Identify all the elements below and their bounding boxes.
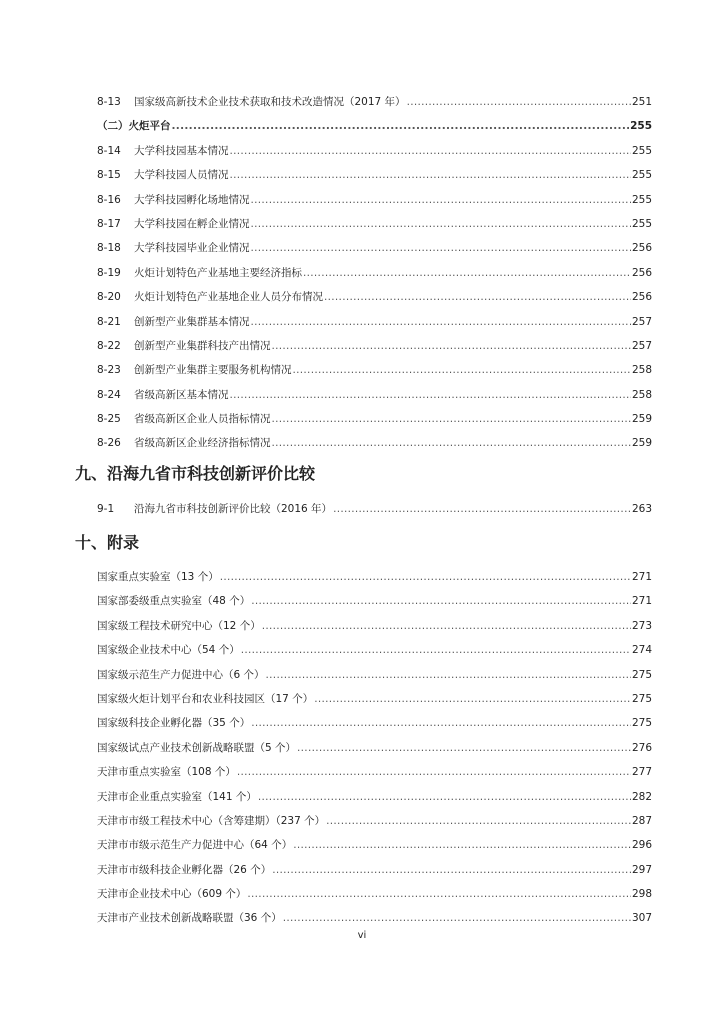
entry-title: 天津市企业重点实验室（141 个） [97, 790, 257, 803]
entry-number: 8-18 [97, 242, 121, 255]
toc-entry[interactable] [97, 261, 652, 285]
entry-title: 国家级示范生产力促进中心（6 个） [97, 668, 265, 681]
entry-page: 258 [631, 388, 652, 401]
entry-page: 255 [630, 120, 652, 133]
entry-title: 国家部委级重点实验室（48 个） [97, 595, 251, 608]
dot-leader [241, 638, 631, 662]
toc-entry[interactable] [97, 785, 652, 809]
entry-page: 298 [631, 888, 652, 901]
entry-title: 国家级企业技术中心（54 个） [97, 644, 240, 657]
toc-entry[interactable] [97, 285, 652, 309]
entry-page: 263 [631, 503, 652, 515]
entry-number: 8-16 [97, 193, 121, 206]
toc-entry[interactable] [97, 163, 652, 187]
entry-number: 8-25 [97, 413, 121, 426]
entry-title: （二）火炬平台 [97, 120, 171, 133]
dot-leader [303, 261, 631, 285]
toc-entry[interactable] [97, 809, 652, 833]
dot-leader [272, 334, 631, 358]
entry-page: 256 [631, 291, 652, 304]
entry-title: 天津市企业技术中心（609 个） [97, 888, 247, 901]
entry-title: 国家级工程技术研究中心（12 个） [97, 619, 261, 632]
entry-title: 创新型产业集群基本情况 [134, 315, 250, 328]
toc-entry[interactable] [97, 383, 652, 407]
toc-entry[interactable] [97, 431, 652, 455]
toc-section-10 [97, 565, 652, 931]
entry-page: 251 [631, 96, 652, 108]
dot-leader [297, 736, 631, 760]
section-heading: 十、附录 [75, 533, 140, 552]
entry-page: 256 [631, 242, 652, 255]
dot-leader [283, 906, 631, 930]
entry-page: 275 [631, 717, 652, 730]
entry-title: 天津市市级工程技术中心（含筹建期）（237 个） [97, 814, 326, 827]
toc-section-8 [97, 90, 652, 456]
entry-title: 大学科技园人员情况 [134, 169, 229, 182]
entry-page: 257 [631, 315, 652, 328]
dot-leader [258, 785, 631, 809]
dot-leader [272, 431, 631, 455]
toc-entry[interactable] [97, 90, 652, 114]
dot-leader [230, 139, 631, 163]
dot-leader [230, 383, 631, 407]
entry-title: 国家级试点产业技术创新战略联盟（5 个） [97, 741, 297, 754]
dot-leader [293, 833, 631, 857]
entry-title: 国家级高新技术企业技术获取和技术改造情况（2017 年） [134, 96, 406, 108]
dot-leader [251, 188, 631, 212]
entry-page: 274 [631, 644, 652, 657]
entry-page: 256 [631, 266, 652, 279]
toc-entry[interactable] [97, 638, 652, 662]
toc-entry[interactable] [97, 310, 652, 334]
toc-entry[interactable] [97, 334, 652, 358]
entry-title: 国家重点实验室（13 个） [97, 571, 219, 583]
entry-title: 大学科技园孵化场地情况 [134, 193, 250, 206]
entry-page: 307 [631, 912, 652, 925]
entry-title: 火炬计划特色产业基地主要经济指标 [134, 266, 302, 279]
entry-title: 大学科技园基本情况 [134, 144, 229, 157]
dot-leader [272, 858, 631, 882]
entry-number: 8-15 [97, 169, 121, 182]
dot-leader [251, 236, 631, 260]
toc-heading-9 [75, 457, 652, 491]
toc-entry[interactable] [97, 858, 652, 882]
entry-title: 大学科技园毕业企业情况 [134, 242, 250, 255]
toc-entry[interactable] [97, 589, 652, 613]
dot-leader [251, 589, 631, 613]
dot-leader [247, 882, 631, 906]
dot-leader [172, 114, 630, 138]
entry-title: 省级高新区基本情况 [134, 388, 229, 401]
dot-leader [407, 90, 631, 114]
entry-number: 8-19 [97, 266, 121, 279]
entry-page: 271 [631, 571, 652, 583]
toc-entry[interactable] [97, 882, 652, 906]
toc-entry[interactable] [97, 614, 652, 638]
toc-entry[interactable] [97, 497, 652, 521]
toc-entry[interactable] [97, 565, 652, 589]
entry-page: 259 [631, 413, 652, 426]
dot-leader [262, 614, 631, 638]
dot-leader [220, 565, 631, 589]
entry-title: 省级高新区企业人员指标情况 [134, 413, 271, 426]
entry-number: 8-13 [97, 96, 121, 108]
entry-title: 天津市重点实验室（108 个） [97, 766, 236, 779]
entry-page: 287 [631, 814, 652, 827]
entry-title: 创新型产业集群主要服务机构情况 [134, 364, 292, 377]
toc-entry[interactable] [97, 663, 652, 687]
toc-entry[interactable] [97, 188, 652, 212]
entry-number: 9-1 [97, 503, 115, 515]
entry-title: 天津市产业技术创新战略联盟（36 个） [97, 912, 282, 925]
toc-entry[interactable] [97, 711, 652, 735]
toc-heading-10 [75, 526, 652, 560]
entry-number: 8-26 [97, 437, 121, 450]
entry-number: 8-22 [97, 339, 121, 352]
entry-title: 创新型产业集群科技产出情况 [134, 339, 271, 352]
toc-entry[interactable] [97, 139, 652, 163]
entry-number: 8-14 [97, 144, 121, 157]
entry-title: 天津市市级科技企业孵化器（26 个） [97, 863, 272, 876]
entry-page: 255 [631, 169, 652, 182]
entry-number: 8-20 [97, 291, 121, 304]
entry-page: 255 [631, 217, 652, 230]
dot-leader [293, 358, 631, 382]
entry-title: 天津市市级示范生产力促进中心（64 个） [97, 839, 293, 852]
entry-title: 大学科技园在孵企业情况 [134, 217, 250, 230]
toc-entry[interactable] [97, 906, 652, 930]
entry-page: 276 [631, 741, 652, 754]
entry-page: 282 [631, 790, 652, 803]
page-number: vi [357, 930, 367, 941]
entry-page: 273 [631, 619, 652, 632]
toc-entry[interactable] [97, 407, 652, 431]
entry-title: 火炬计划特色产业基地企业人员分布情况 [134, 291, 323, 304]
dot-leader [272, 407, 631, 431]
toc-entry[interactable] [97, 760, 652, 784]
entry-page: 296 [631, 839, 652, 852]
entry-number: 8-24 [97, 388, 121, 401]
entry-title: 国家级火炬计划平台和农业科技园区（17 个） [97, 692, 314, 705]
toc-entry[interactable] [97, 687, 652, 711]
dot-leader [324, 285, 631, 309]
entry-page: 255 [631, 144, 652, 157]
entry-page: 277 [631, 766, 652, 779]
toc-entry[interactable] [97, 236, 652, 260]
entry-title: 国家级科技企业孵化器（35 个） [97, 717, 251, 730]
entry-number: 8-23 [97, 364, 121, 377]
entry-page: 271 [631, 595, 652, 608]
entry-title: 省级高新区企业经济指标情况 [134, 437, 271, 450]
section-heading: 九、沿海九省市科技创新评价比较 [75, 464, 316, 483]
toc-entry[interactable] [97, 114, 652, 138]
entry-number: 8-21 [97, 315, 121, 328]
dot-leader [251, 310, 631, 334]
dot-leader [251, 212, 631, 236]
entry-page: 258 [631, 364, 652, 377]
entry-page: 257 [631, 339, 652, 352]
entry-page: 297 [631, 863, 652, 876]
dot-leader [251, 711, 631, 735]
entry-page: 275 [631, 668, 652, 681]
dot-leader [326, 809, 631, 833]
toc-entry[interactable] [97, 833, 652, 857]
toc-section-9 [97, 497, 652, 521]
toc-entry[interactable] [97, 736, 652, 760]
dot-leader [237, 760, 631, 784]
dot-leader [230, 163, 631, 187]
dot-leader [333, 497, 631, 521]
toc-entry[interactable] [97, 212, 652, 236]
entry-number: 8-17 [97, 217, 121, 230]
entry-page: 275 [631, 692, 652, 705]
dot-leader [266, 663, 631, 687]
entry-page: 255 [631, 193, 652, 206]
toc-entry[interactable] [97, 358, 652, 382]
dot-leader [314, 687, 631, 711]
entry-title: 沿海九省市科技创新评价比较（2016 年） [134, 503, 333, 515]
entry-page: 259 [631, 437, 652, 450]
